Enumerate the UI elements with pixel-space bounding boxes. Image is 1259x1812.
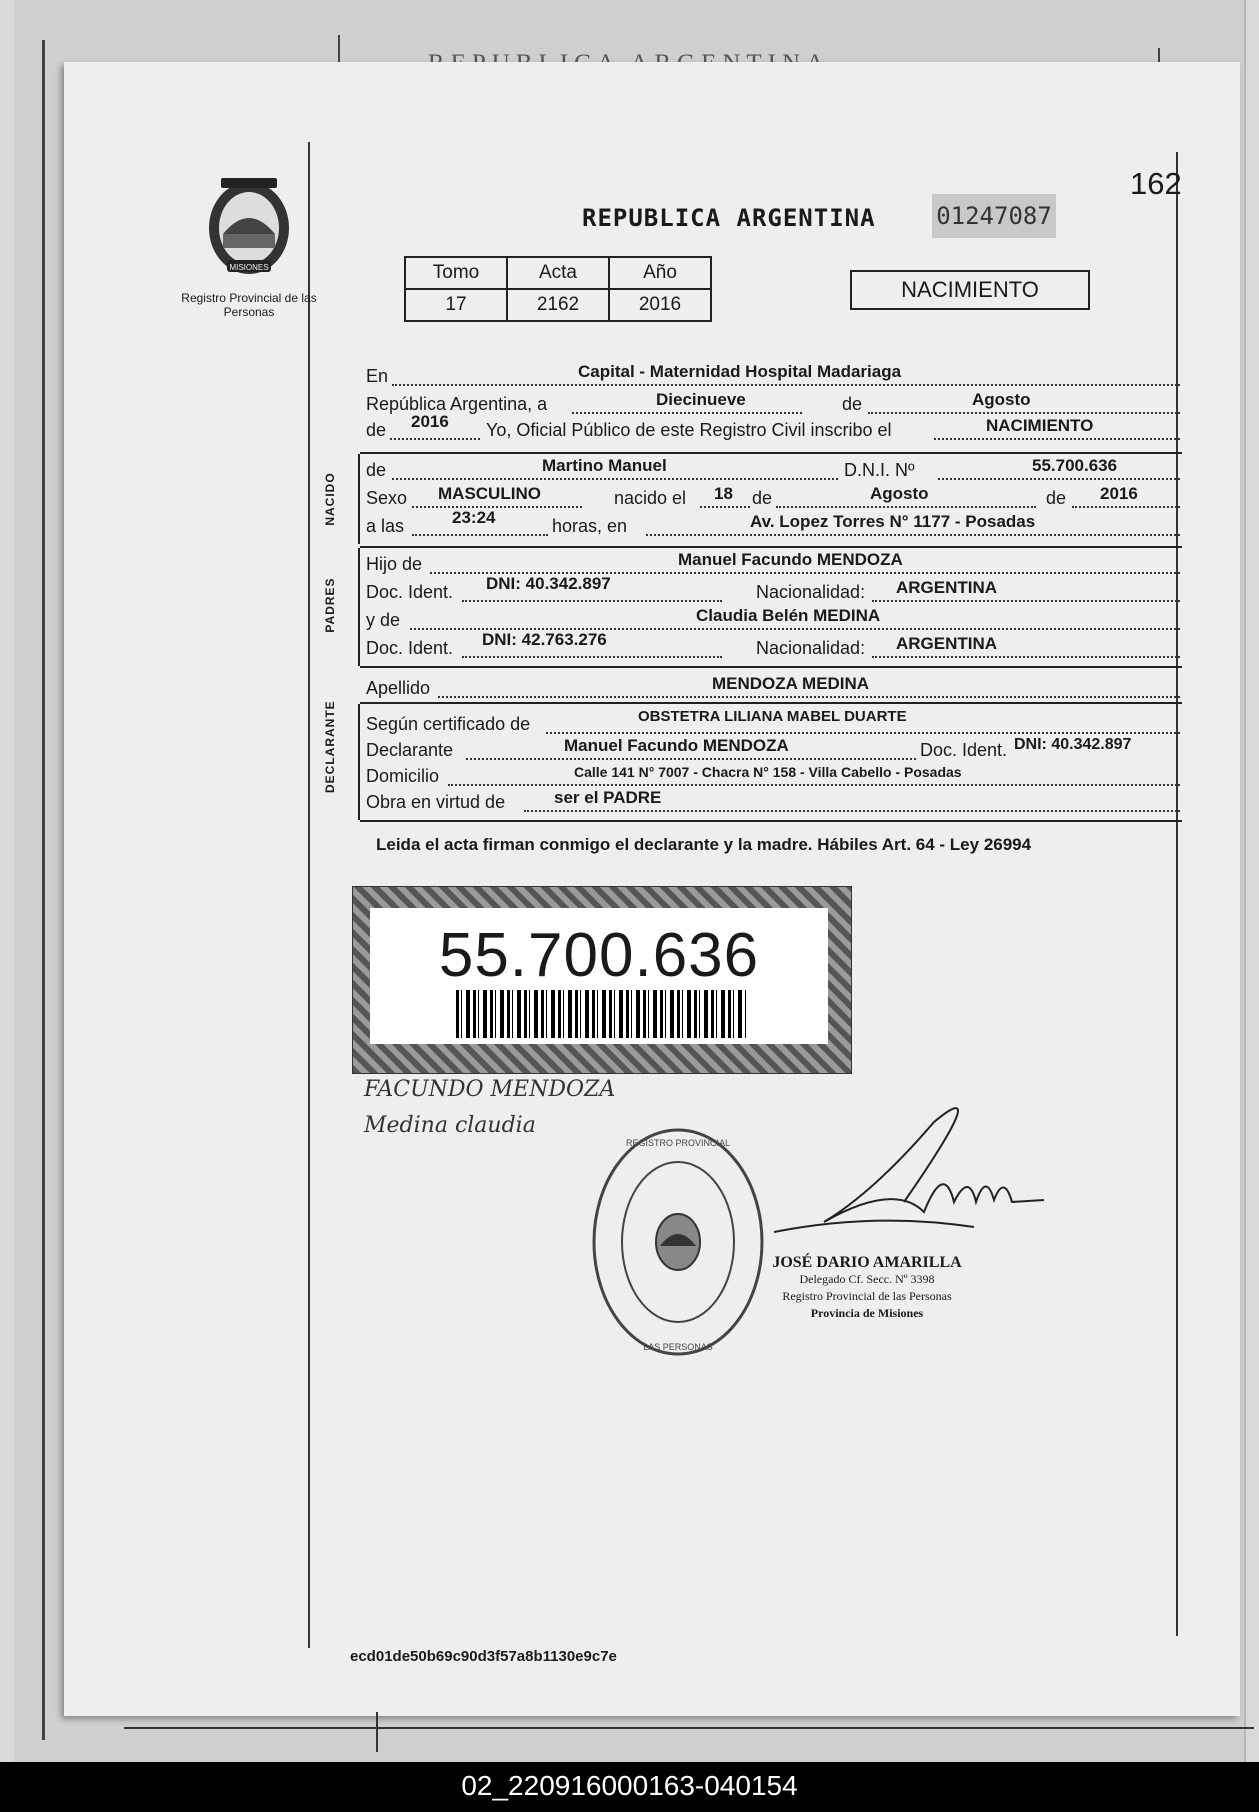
doc-label: Doc. Ident. (366, 638, 454, 658)
page-bottom-tick (376, 1712, 378, 1752)
table-header-acta: Acta (507, 257, 609, 289)
table-header-ano: Año (609, 257, 711, 289)
mother-doc: DNI: 42.763.276 (482, 630, 607, 649)
father-name: Manuel Facundo MENDOZA (678, 550, 903, 569)
registration-day: Diecinueve (656, 390, 746, 409)
page-number: 162 (1130, 166, 1182, 201)
father-label: Hijo de (366, 554, 423, 574)
handwritten-name-father: FACUNDO MENDOZA (364, 1077, 616, 1102)
page-bottom-rule (124, 1727, 1254, 1729)
birth-day: 18 (714, 484, 733, 503)
binder-line (42, 40, 45, 1740)
declarant-address: Calle 141 N° 7007 - Chacra N° 158 - Villa Cabello - Posadas (574, 764, 962, 780)
registry-logo (174, 172, 324, 319)
de-label: de (752, 488, 773, 508)
birth-time: 23:24 (452, 508, 496, 527)
surname-label: Apellido (366, 678, 431, 698)
de-label: de (366, 420, 387, 440)
statement-record-type: NACIMIENTO (986, 416, 1094, 435)
time-label: a las (366, 516, 405, 536)
section-tab-padres: PADRES (323, 577, 337, 633)
declarant-capacity: ser el PADRE (554, 788, 662, 807)
doc-label: Doc. Ident. (920, 740, 1008, 760)
address-label: Domicilio (366, 766, 440, 786)
de-label: de (1046, 488, 1067, 508)
certificate-by: OBSTETRA LILIANA MABEL DUARTE (638, 708, 907, 725)
official-signature (754, 1102, 1054, 1242)
nationality-label: Nacionalidad: (756, 582, 866, 602)
newborn-name: Martino Manuel (542, 456, 667, 475)
closing-note: Leida el acta firman conmigo el declarante y la madre. Hábiles Art. 64 - Ley 26994 (376, 835, 1032, 854)
handwritten-signatures (364, 1072, 615, 1144)
registry-name: Registro Provincial de las Personas (181, 291, 317, 319)
handwritten-name-mother: Medina claudia (364, 1113, 536, 1138)
serial-number: 01247087 (932, 194, 1056, 238)
signatory-name: JOSÉ DARIO AMARILLA (772, 1254, 962, 1271)
document-title: REPUBLICA ARGENTINA (582, 204, 876, 232)
officer-statement: Yo, Oficial Público de este Registro Civil inscribo el (486, 420, 892, 440)
born-label: nacido el (614, 488, 687, 508)
de-label: de (366, 460, 387, 480)
newborn-sex: MASCULINO (438, 484, 541, 503)
mother-label: y de (366, 610, 401, 630)
de-label: de (842, 394, 863, 414)
logo-text: MISIONES (229, 263, 269, 272)
birth-year: 2016 (1100, 484, 1138, 503)
birth-place: Av. Lopez Torres N° 1177 - Posadas (750, 512, 1036, 531)
signatory-office: Registro Provincial de las Personas (782, 1289, 952, 1303)
provincial-coat-of-arms-icon (201, 172, 297, 282)
section-divider (360, 452, 1182, 454)
scan-id: 02_220916000163-040154 (461, 1770, 798, 1801)
declarant-name: Manuel Facundo MENDOZA (564, 736, 789, 755)
document-hash: ecd01de50b69c90d3f57a8b1130e9c7e (350, 1648, 617, 1665)
registration-year: 2016 (411, 412, 449, 431)
signatory-title: Delegado Cf. Secc. Nº 3398 (799, 1272, 935, 1286)
certificate-label: Según certificado de (366, 714, 531, 734)
record-type-box: NACIMIENTO (850, 270, 1090, 310)
section-side-line (358, 454, 360, 544)
official-seal (588, 1122, 768, 1362)
record-table (404, 256, 712, 322)
dni-stamp-card (370, 908, 828, 1044)
dni-stamp-number: 55.700.636 (438, 921, 760, 990)
en-label: En (366, 366, 389, 386)
birth-certificate-page (64, 62, 1240, 1716)
section-tab-declarante: DECLARANTE (323, 700, 337, 793)
father-nationality: ARGENTINA (896, 578, 998, 597)
margin-rule (308, 142, 310, 1648)
newborn-dni: 55.700.636 (1032, 456, 1118, 475)
section-divider (360, 820, 1182, 822)
registration-place: Capital - Maternidad Hospital Madariaga (578, 362, 902, 381)
capacity-label: Obra en virtud de (366, 792, 506, 812)
birth-month: Agosto (870, 484, 929, 503)
sex-label: Sexo (366, 488, 408, 508)
doc-label: Doc. Ident. (366, 582, 454, 602)
republica-label: República Argentina, a (366, 394, 548, 414)
table-value-tomo: 17 (405, 289, 507, 321)
section-tab-nacido: NACIDO (323, 472, 337, 526)
father-doc: DNI: 40.342.897 (486, 574, 611, 593)
signatory-block (752, 1254, 982, 1322)
section-divider (360, 702, 1182, 704)
declarant-label: Declarante (366, 740, 454, 760)
declarant-doc: DNI: 40.342.897 (1014, 736, 1132, 753)
dni-label: D.N.I. Nº (844, 460, 915, 480)
nationality-label: Nacionalidad: (756, 638, 866, 658)
section-side-line (358, 704, 360, 820)
margin-rule (1176, 152, 1178, 1636)
section-side-line (358, 548, 360, 666)
registration-month: Agosto (972, 390, 1031, 409)
scan-id-bar (0, 1762, 1259, 1812)
section-divider (360, 666, 1182, 668)
place-label: horas, en (552, 516, 628, 536)
mother-nationality: ARGENTINA (896, 634, 998, 653)
section-divider (360, 546, 1182, 548)
signatory-province: Provincia de Misiones (810, 1306, 924, 1320)
surname: MENDOZA MEDINA (712, 674, 870, 693)
table-header-tomo: Tomo (405, 257, 507, 289)
table-value-acta: 2162 (507, 289, 609, 321)
svg-text:LAS PERSONAS: LAS PERSONAS (643, 1342, 713, 1352)
barcode (456, 990, 746, 1038)
mother-name: Claudia Belén MEDINA (696, 606, 881, 625)
table-value-ano: 2016 (609, 289, 711, 321)
svg-text:REGISTRO PROVINCIAL: REGISTRO PROVINCIAL (625, 1138, 731, 1148)
